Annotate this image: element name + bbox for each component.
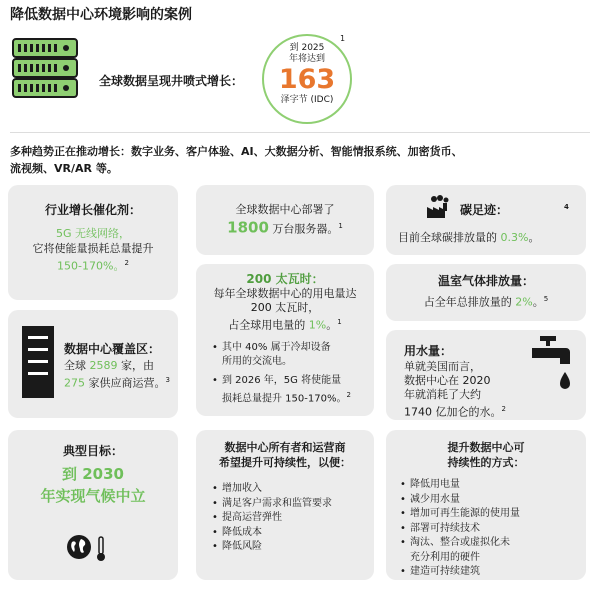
stat-unit: 泽字节 (IDC)	[280, 95, 334, 105]
stat-circle-line2: 年将达到	[288, 54, 325, 64]
power-title: 200 太瓦时：	[246, 272, 324, 286]
ghg-text: 占全年总排放量的 2%。$^5$	[423, 295, 549, 309]
water-text: 单就美国而言， 数据中心在 2020 年就消耗了大约 1740 亿加仑的水。$^2$	[404, 360, 506, 419]
power-body: 每年全球数据中心的用电量达 200 太瓦时， 占全球用电量的 1%。$^1$	[213, 287, 357, 332]
divider	[10, 132, 590, 133]
owners-list	[212, 482, 366, 555]
card-improve	[386, 430, 586, 580]
card-catalyst	[8, 185, 178, 300]
intro-line1: 多种趋势正在推动增长：数字业务、客户体验、AI、大数据分析、智能情报系统、加密货币、	[10, 145, 463, 158]
list-item: • 其中 40% 属于冷却设备 所用的交流电。	[212, 341, 366, 370]
list-item: • 降低风险	[212, 540, 366, 555]
list-item: • 满足客户需求和监管要求	[212, 497, 366, 512]
carbon-title: 碳足迹： $^4$	[460, 203, 569, 217]
list-item: • 增加可再生能源的使用量	[400, 507, 578, 522]
list-item: • 部署可持续技术	[400, 522, 578, 537]
card-carbon	[386, 185, 586, 255]
catalyst-line1: 5G 无线网络，	[55, 227, 131, 240]
list-item: • 降低用电量	[400, 478, 578, 493]
deployed-line1: 全球数据中心部署了	[235, 203, 335, 216]
card-power	[196, 264, 374, 416]
list-item: • 降低成本	[212, 526, 366, 541]
catalyst-title: 行业增长催化剂：	[44, 203, 141, 217]
goal-line2: 年实现气候中立	[40, 487, 146, 505]
card-deployed	[196, 185, 374, 255]
stat-circle-line1: 到 2025	[289, 43, 325, 53]
ghg-title: 温室气体排放量：	[437, 274, 534, 288]
stat-circle	[262, 34, 352, 124]
owners-heading: 数据中心所有者和运营商 希望提升可持续性，以便：	[219, 441, 351, 469]
goal-title: 典型目标：	[62, 444, 123, 458]
carbon-text: 目前全球碳排放量的 0.3%。	[398, 231, 540, 244]
hero-section	[0, 26, 600, 130]
datacenter-building-icon	[22, 326, 54, 402]
goal-line1: 到 2030	[62, 465, 124, 483]
intro-line2: 流视频、VR/AR 等。	[10, 162, 118, 175]
intro-text	[10, 143, 595, 177]
catalyst-body	[8, 226, 178, 274]
improve-heading: 提升数据中心可 持续性的方式：	[447, 441, 525, 469]
list-item: • 增加收入	[212, 482, 366, 497]
deployed-line2: 1800 万台服务器。$^1$	[227, 218, 343, 237]
server-rack-icon	[12, 38, 78, 102]
catalyst-line2: 它将使能量损耗总量提升	[32, 242, 154, 255]
thermometer-icon	[96, 536, 106, 566]
page-title: 降低数据中心环境影响的案例	[10, 7, 192, 23]
card-ghg	[386, 264, 586, 321]
water-title: 用水量：	[404, 344, 453, 358]
card-water	[386, 330, 586, 420]
coverage-text: 全球 2589 家，由 275 家供应商运营。$^3$	[64, 359, 170, 390]
catalyst-line3: 150-170%。$^2$	[57, 259, 129, 273]
list-item: • 减少用水量	[400, 493, 578, 508]
factory-emission-icon	[426, 195, 452, 223]
card-coverage	[8, 310, 178, 418]
power-bullets	[212, 341, 366, 407]
list-item: • 到 2026 年，5G 将使能量 损耗总量提升 150-170%。$^2$	[212, 374, 366, 407]
list-item: • 提高运营弹性	[212, 511, 366, 526]
globe-icon	[66, 534, 92, 564]
hero-footnote: 1	[340, 34, 346, 43]
card-goal	[8, 430, 178, 580]
list-item: • 建造可持续建筑	[400, 565, 578, 580]
stat-number: 163	[278, 64, 336, 95]
list-item: • 淘汰、整合或虚拟化未 充分利用的硬件	[400, 536, 578, 565]
water-faucet-icon	[528, 334, 572, 402]
hero-label: 全球数据呈现井喷式增长：	[99, 74, 244, 88]
improve-list	[400, 478, 578, 580]
coverage-title: 数据中心覆盖区：	[64, 342, 161, 356]
card-owners	[196, 430, 374, 580]
